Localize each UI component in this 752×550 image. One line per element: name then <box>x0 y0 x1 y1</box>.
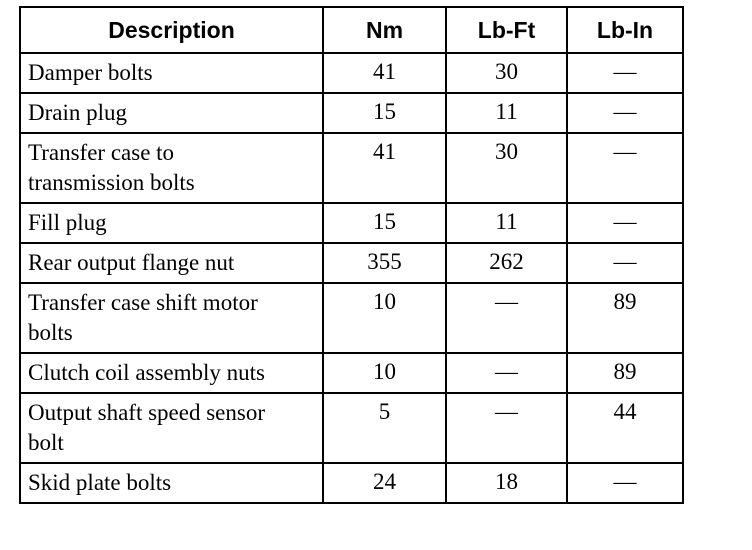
row-nm: 41 <box>323 53 446 93</box>
row-lb-in: — <box>567 93 683 133</box>
row-description: Rear output flange nut <box>20 243 323 283</box>
table-row <box>20 53 683 93</box>
header-lb-ft: Lb-Ft <box>446 7 567 53</box>
row-nm: 10 <box>323 283 446 353</box>
row-lb-ft: 11 <box>446 203 567 243</box>
row-lb-ft: 30 <box>446 53 567 93</box>
table-row <box>20 93 683 133</box>
row-description: Output shaft speed sensor bolt <box>20 393 323 463</box>
table-row <box>20 283 683 353</box>
table-row <box>20 243 683 283</box>
row-description: Damper bolts <box>20 53 323 93</box>
row-nm: 15 <box>323 93 446 133</box>
row-lb-ft: — <box>446 283 567 353</box>
row-description: Fill plug <box>20 203 323 243</box>
row-lb-in: 44 <box>567 393 683 463</box>
row-lb-in: — <box>567 463 683 503</box>
row-lb-in: 89 <box>567 283 683 353</box>
header-description: Description <box>20 7 323 53</box>
row-lb-ft: 30 <box>446 133 567 203</box>
header-nm: Nm <box>323 7 446 53</box>
row-nm: 355 <box>323 243 446 283</box>
table-row <box>20 133 683 203</box>
row-lb-ft: — <box>446 393 567 463</box>
row-lb-in: — <box>567 53 683 93</box>
table-row <box>20 393 683 463</box>
row-description: Transfer case shift motor bolts <box>20 283 323 353</box>
row-nm: 10 <box>323 353 446 393</box>
row-description: Clutch coil assembly nuts <box>20 353 323 393</box>
header-lb-in: Lb-In <box>567 7 683 53</box>
table-row <box>20 203 683 243</box>
table-row <box>20 463 683 503</box>
row-description: Transfer case to transmission bolts <box>20 133 323 203</box>
row-lb-ft: 11 <box>446 93 567 133</box>
torque-spec-table <box>19 6 684 504</box>
row-nm: 41 <box>323 133 446 203</box>
row-nm: 24 <box>323 463 446 503</box>
row-lb-ft: 18 <box>446 463 567 503</box>
row-lb-ft: — <box>446 353 567 393</box>
table-header-row <box>20 7 683 53</box>
row-lb-in: 89 <box>567 353 683 393</box>
row-description: Drain plug <box>20 93 323 133</box>
row-lb-in: — <box>567 243 683 283</box>
row-nm: 5 <box>323 393 446 463</box>
row-lb-in: — <box>567 133 683 203</box>
row-lb-ft: 262 <box>446 243 567 283</box>
row-description: Skid plate bolts <box>20 463 323 503</box>
table-row <box>20 353 683 393</box>
row-nm: 15 <box>323 203 446 243</box>
row-lb-in: — <box>567 203 683 243</box>
